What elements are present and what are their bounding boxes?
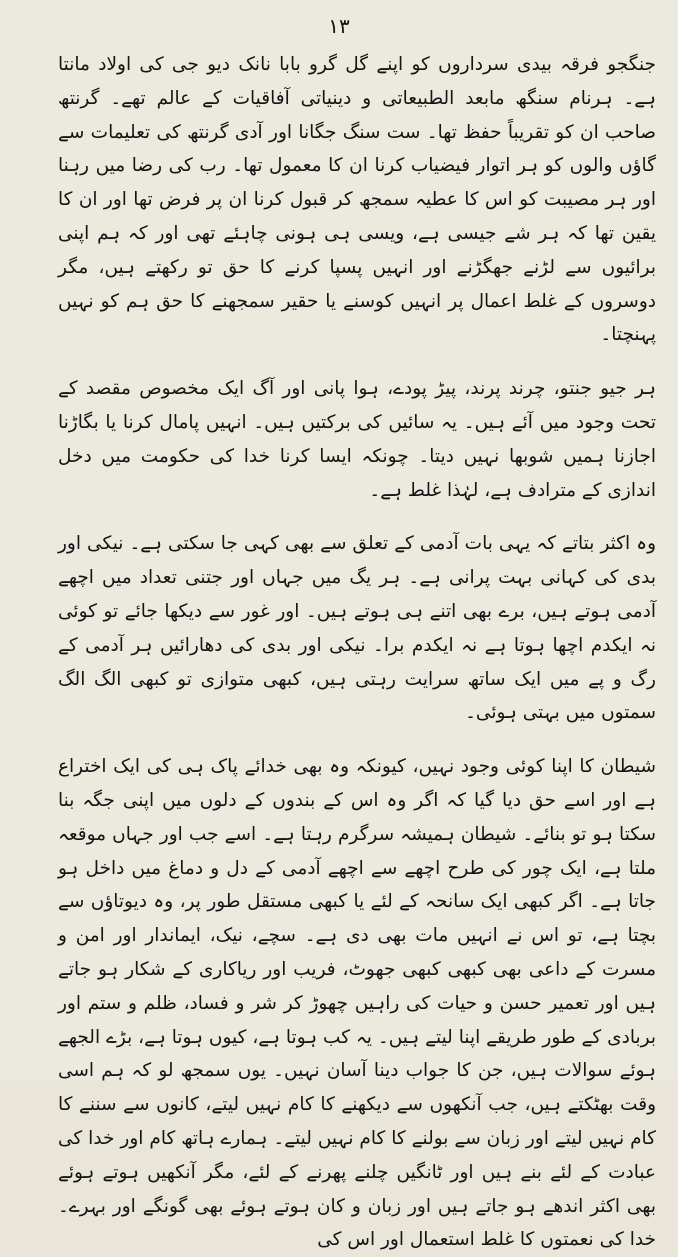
paragraph-1: جنگجو فرقہ بیدی سرداروں کو اپنے گل گرو بابا نانک دیو جی کی اولاد مانتا ہے۔ ہرنام سنگھ مابعد الطبیعاتی و دینیاتی آفاقیات کے عالم تھے۔ گرنتھ صاحب ان کو تقریباً حفظ تھا۔ ست سنگ جگانا اور آدی گرنتھ کی تعلیمات سے گاؤں والوں کو ہر اتوار فیضیاب کرنا ان کا معمول تھا۔ رب کی رضا میں رہنا اور ہر مصیبت کو اس کا عطیہ سمجھ کر قبول کرنا ان پر فرض تھا اور ان کا یقین تھا کہ ہر شے جیسی ہے، ویسی ہی ہونی چاہئے تھی اور کہ ہم اپنی برائیوں سے لڑنے جھگڑنے اور انہیں پسپا کرنے کا حق تو رکھتے ہیں، مگر دوسروں کے غلط اعمال پر انہیں کوسنے یا حقیر سمجھنے کا حق ہم کو نہیں پہنچتا۔ [58,54,656,346]
paragraph-2: ہر جیو جنتو، چرند پرند، پیڑ پودے، ہوا پانی اور آگ ایک مخصوص مقصد کے تحت وجود میں آئے ہیں۔ یہ سائیں کی برکتیں ہیں۔ انہیں پامال کرنا یا بگاڑنا اجازنا ہمیں شوبھا نہیں دیتا۔ چونکہ ایسا کرنا خدا کی حکومت میں دخل اندازی کے مترادف ہے، لہٰذا غلط ہے۔ [58,378,656,501]
page-body [58,48,656,1257]
paragraph-3: وہ اکثر بتاتے کہ یہی بات آدمی کے تعلق سے بھی کہی جا سکتی ہے۔ نیکی اور بدی کی کہانی بہت پرانی ہے۔ ہر یگ میں جہاں اور جتنی تعداد میں اچھے آدمی ہوتے ہیں، برے بھی اتنے ہی ہوتے ہیں۔ اور غور سے دیکھا جائے تو کوئی نہ ایکدم اچھا ہوتا ہے نہ ایکدم برا۔ نیکی اور بدی کی دھارائیں ہر آدمی کے رگ و پے میں ایک ساتھ سرایت رہتی ہیں، کبھی متوازی تو کبھی الگ الگ سمتوں میں بہتی ہوئی۔ [58,533,656,724]
page-number: ۱۳ [328,14,350,38]
paragraph-4: شیطان کا اپنا کوئی وجود نہیں، کیونکہ وہ بھی خدائے پاک ہی کی ایک اختراع ہے اور اسے حق دیا گیا کہ اگر وہ اس کے بندوں کے دلوں میں اپنی جگہ بنا سکتا ہو تو بنائے۔ شیطان ہمیشہ سرگرم رہتا ہے۔ اسے جب اور جہاں موقعہ ملتا ہے، ایک چور کی طرح اچھے سے اچھے آدمی کے دل و دماغ میں داخل ہو جاتا ہے۔ اگر کبھی ایک سانحہ کے لئے یا کبھی مستقل طور پر، وہ دیوتاؤں سے بچتا ہے، تو اس نے انہیں مات بھی دی ہے۔ سچے، نیک، ایماندار اور امن و مسرت کے داعی بھی کبھی کبھی جھوٹ، فریب اور ریاکاری کے شکار ہو جاتے ہیں اور تعمیر حسن و حیات کی راہیں چھوڑ کر شر و فساد، ظلم و ستم اور بربادی کے طور طریقے اپنا لیتے ہیں۔ یہ کب ہوتا ہے، کیوں ہوتا ہے، بڑے الجھے ہوئے سوالات ہیں، جن کا جواب دینا آسان نہیں۔ یوں سمجھ لو کہ ہم اسی وقت بھٹکتے ہیں، جب آنکھوں سے دیکھنے کا کام نہیں لیتے، کانوں سے سننے کا کام نہیں لیتے اور زبان سے بولنے کا کام نہیں لیتے۔ ہمارے ہاتھ کام اور خدا کی عبادت کے لئے بنے ہیں اور ٹانگیں چلنے پھرنے کے لئے، مگر آنکھیں ہوتے ہوئے بھی اکثر اندھے ہو جاتے ہیں اور زبان و کان ہوتے ہوئے بھی گونگے اور بہرے۔ خدا کی نعمتوں کا غلط استعمال اور اس کی [58,756,656,1251]
